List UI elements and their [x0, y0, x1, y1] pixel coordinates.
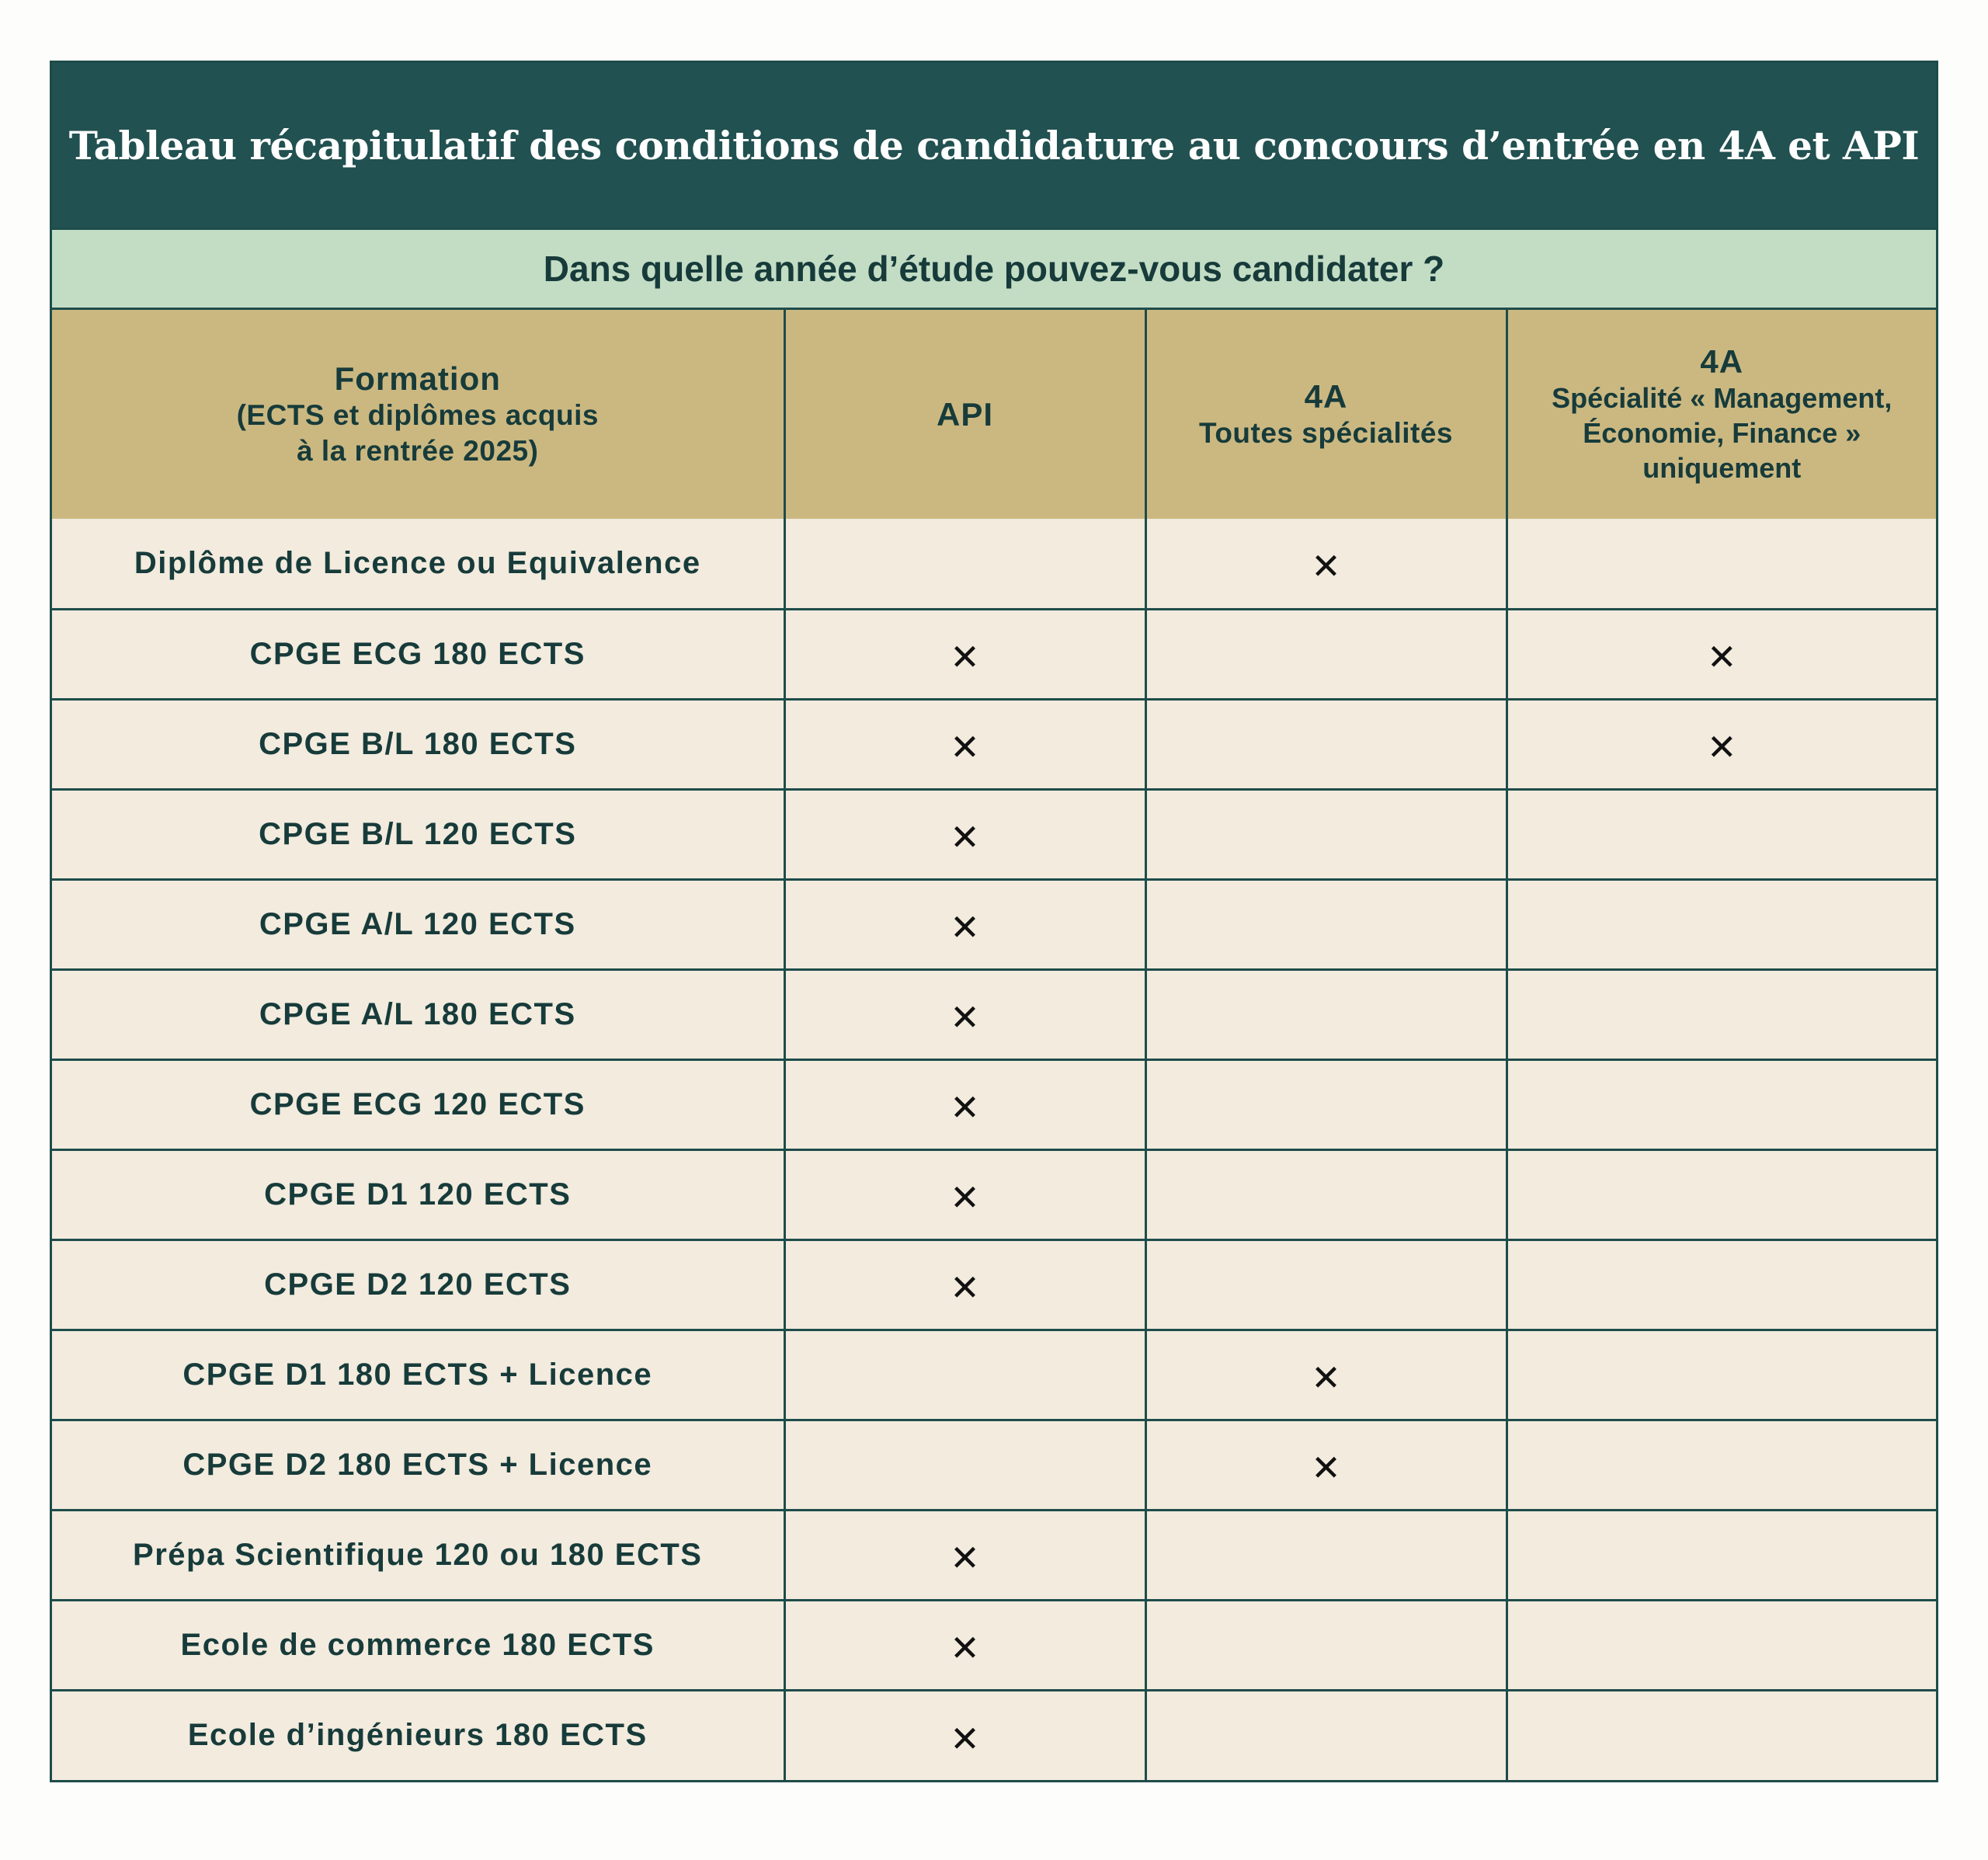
cell-api — [784, 789, 1145, 879]
cell-4a-mef — [1507, 1330, 1936, 1420]
cell-api — [784, 1149, 1145, 1239]
cell-api — [784, 1420, 1145, 1510]
cell-formation: Diplôme de Licence ou Equivalence — [134, 545, 701, 580]
cell-4a-mef — [1507, 1420, 1936, 1510]
cell-4a-mef — [1507, 879, 1936, 969]
cell-formation: CPGE B/L 180 ECTS — [52, 699, 784, 789]
cell-api — [784, 609, 1145, 699]
cell-4a-mef — [1507, 1600, 1936, 1690]
header-4a-mef-sub-1: Spécialité « Management, — [1552, 382, 1892, 414]
header-4a-mef-sub-3: uniquement — [1642, 452, 1802, 484]
cell-4a-all — [1145, 1149, 1507, 1239]
cross-icon: ✕ — [950, 1627, 980, 1669]
cell-4a-mef — [1507, 1059, 1936, 1149]
cell-api — [784, 1330, 1145, 1420]
header-api-label: API — [936, 395, 993, 433]
eligibility-table-frame — [50, 61, 1938, 1782]
cross-icon: ✕ — [950, 816, 980, 858]
table-row — [52, 1600, 1936, 1690]
cell-4a-all — [1145, 879, 1507, 969]
table-row — [52, 789, 1936, 879]
cell-4a-all — [1145, 1690, 1507, 1780]
eligibility-table — [52, 310, 1936, 1780]
cell-4a-mef — [1507, 609, 1936, 699]
cross-icon: ✕ — [1311, 1447, 1341, 1489]
cell-4a-all — [1145, 1600, 1507, 1690]
cell-api — [784, 969, 1145, 1059]
cross-icon: ✕ — [950, 1537, 980, 1579]
cell-4a-all — [1145, 789, 1507, 879]
header-formation-sub-2: à la rentrée 2025) — [297, 434, 539, 467]
cell-formation: CPGE D2 120 ECTS — [52, 1239, 784, 1330]
cell-4a-all — [1145, 609, 1507, 699]
cell-4a-mef — [1507, 519, 1936, 609]
cell-4a-all — [1145, 1330, 1507, 1420]
cell-4a-all — [1145, 1510, 1507, 1600]
table-row — [52, 969, 1936, 1059]
cell-4a-all — [1145, 699, 1507, 789]
header-formation — [52, 310, 784, 519]
cell-formation: CPGE A/L 180 ECTS — [52, 969, 784, 1059]
table-row — [52, 1239, 1936, 1330]
table-title: Tableau récapitulatif des conditions de candidature au concours d’entrée en 4A et API — [68, 122, 1920, 169]
cell-4a-all — [1145, 1059, 1507, 1149]
cell-4a-all — [1145, 1239, 1507, 1330]
cell-formation: CPGE ECG 180 ECTS — [52, 609, 784, 699]
cell-api — [784, 1690, 1145, 1780]
table-row — [52, 609, 1936, 699]
header-api — [784, 310, 1145, 519]
table-row — [52, 1510, 1936, 1600]
header-4a-all — [1145, 310, 1507, 519]
header-4a-mef-label: 4A — [1700, 343, 1744, 380]
cell-formation: Ecole d’ingénieurs 180 ECTS — [52, 1690, 784, 1780]
cross-icon: ✕ — [950, 636, 980, 678]
cell-api — [784, 1510, 1145, 1600]
header-formation-sub-1: (ECTS et diplômes acquis — [236, 398, 599, 431]
cross-icon: ✕ — [1311, 1357, 1341, 1399]
cell-4a-mef — [1507, 1510, 1936, 1600]
cell-formation: Ecole de commerce 180 ECTS — [52, 1600, 784, 1690]
subtitle-bar — [52, 230, 1936, 310]
cross-icon: ✕ — [950, 1267, 980, 1309]
cell-4a-mef — [1507, 789, 1936, 879]
cell-4a-all — [1145, 1420, 1507, 1510]
cell-api — [784, 519, 1145, 609]
cross-icon: ✕ — [1706, 636, 1737, 678]
cross-icon: ✕ — [950, 996, 980, 1038]
table-row — [52, 1330, 1936, 1420]
cross-icon: ✕ — [950, 726, 980, 768]
cell-api — [784, 699, 1145, 789]
table-row — [52, 519, 1936, 609]
cross-icon: ✕ — [950, 906, 980, 948]
cross-icon: ✕ — [950, 1717, 980, 1760]
table-row — [52, 1059, 1936, 1149]
table-row — [52, 1149, 1936, 1239]
table-row — [52, 879, 1936, 969]
cell-formation: CPGE B/L 120 ECTS — [52, 789, 784, 879]
header-4a-mef-sub-2: Économie, Finance » — [1583, 417, 1861, 449]
cell-api — [784, 1059, 1145, 1149]
cell-4a-all — [1145, 519, 1507, 609]
table-row — [52, 1690, 1936, 1780]
cell-formation: CPGE D1 120 ECTS — [52, 1149, 784, 1239]
table-row — [52, 699, 1936, 789]
cell-api — [784, 1239, 1145, 1330]
cross-icon: ✕ — [1706, 726, 1737, 768]
header-4a-all-sub: Toutes spécialités — [1198, 416, 1454, 449]
cell-4a-all — [1145, 969, 1507, 1059]
cell-4a-mef — [1507, 1149, 1936, 1239]
cell-formation: CPGE A/L 120 ECTS — [52, 879, 784, 969]
header-formation-label: Formation — [334, 360, 501, 397]
cell-api — [784, 1600, 1145, 1690]
cell-4a-mef — [1507, 699, 1936, 789]
cell-4a-mef — [1507, 1239, 1936, 1330]
table-subtitle: Dans quelle année d’étude pouvez-vous candidater ? — [543, 249, 1445, 289]
cross-icon: ✕ — [950, 1086, 980, 1128]
table-row — [52, 1420, 1936, 1510]
header-4a-all-label: 4A — [1304, 377, 1348, 415]
header-4a-mef — [1507, 310, 1936, 519]
cell-4a-mef — [1507, 1690, 1936, 1780]
header-row — [52, 310, 1936, 519]
cell-formation: CPGE ECG 120 ECTS — [52, 1059, 784, 1149]
cell-formation: CPGE D2 180 ECTS + Licence — [52, 1420, 784, 1510]
cell-formation: CPGE D1 180 ECTS + Licence — [52, 1330, 784, 1420]
cross-icon: ✕ — [1311, 545, 1341, 588]
cell-api — [784, 879, 1145, 969]
title-bar — [52, 63, 1936, 230]
cell-4a-mef — [1507, 969, 1936, 1059]
cell-formation: Prépa Scientifique 120 ou 180 ECTS — [52, 1510, 784, 1600]
cross-icon: ✕ — [950, 1177, 980, 1219]
